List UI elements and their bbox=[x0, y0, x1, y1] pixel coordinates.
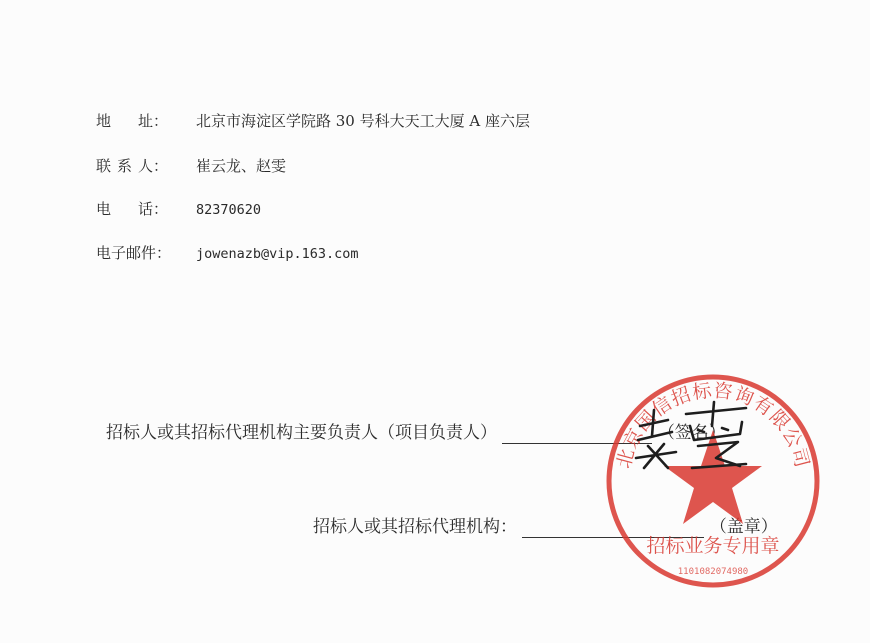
contact-person-label: 联 系 人： bbox=[96, 157, 168, 175]
email-value: jowenazb@vip.163.com bbox=[196, 246, 359, 262]
seal-bottom-text: 招标业务专用章 bbox=[646, 535, 780, 557]
seal-top-arc-text: 北京国信招标咨询有限公司 bbox=[612, 379, 814, 471]
head-signature-suffix: （签名） bbox=[657, 423, 726, 443]
address-row bbox=[96, 110, 530, 131]
phone-value: 82370620 bbox=[196, 202, 262, 218]
agency-seal-suffix: （盖章） bbox=[709, 517, 778, 537]
seal-serial-number: 1101082074980 bbox=[677, 567, 749, 577]
email-row bbox=[96, 242, 359, 263]
address-label: 地 址： bbox=[96, 112, 168, 130]
phone-row bbox=[96, 198, 261, 219]
contact-person-value: 崔云龙、赵雯 bbox=[196, 157, 287, 175]
agency-seal-text: 招标人或其招标代理机构： bbox=[313, 517, 517, 537]
contact-person-row bbox=[96, 155, 286, 176]
address-value: 北京市海淀区学院路 30 号科大天工大厦 A 座六层 bbox=[196, 112, 530, 130]
handwritten-signature bbox=[628, 396, 768, 476]
phone-label: 电 话： bbox=[96, 200, 168, 218]
head-signature-text: 招标人或其招标代理机构主要负责人（项目负责人） bbox=[106, 423, 497, 443]
email-label: 电子邮件： bbox=[96, 244, 172, 262]
